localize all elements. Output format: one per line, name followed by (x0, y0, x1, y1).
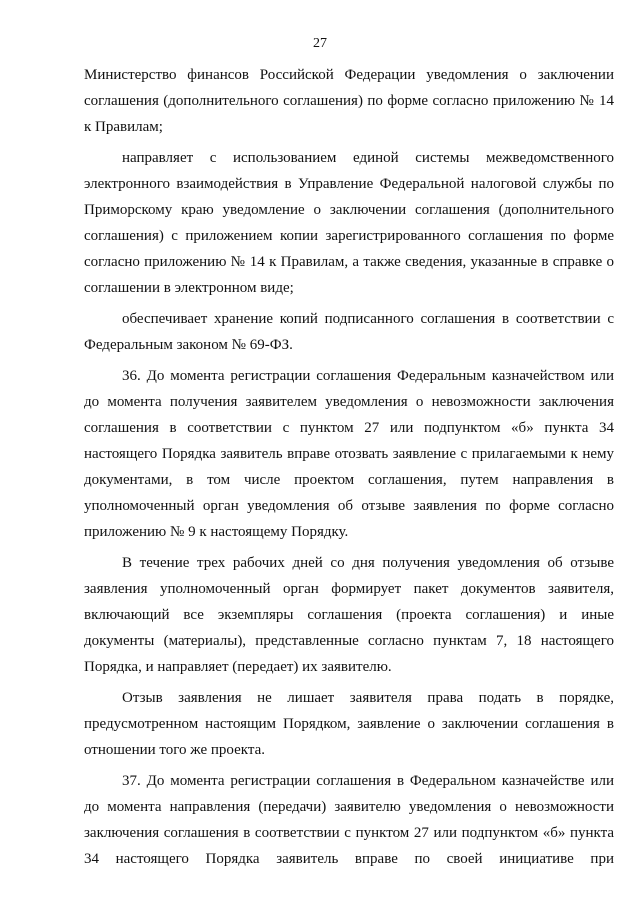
paragraph-item-36: 36. До момента регистрации соглашения Федеральным казначейством или до момента получения заявителем уведомления о невозможности заключения соглашения в соответствии с пунктом 27 или подпунктом «б» пункта 34 настоящего Порядка заявитель вправе отозвать заявление с прилагаемыми к нему документами, в том числе проектом соглашения, путем направления в уполномоченный орган уведомления об отзыве заявления по форме согласно приложению № 9 к настоящему Порядку. (84, 368, 614, 540)
paragraph-sends-notice: направляет с использованием единой системы межведомственного электронного взаимодействия в Управление Федеральной налоговой службы по Приморскому краю уведомление о заключении соглашения (дополнительного соглашения) с приложением копии зарегистрированного соглашения по форме согласно приложению № 14 к Правилам, а также сведения, указанные в справке о соглашении в электронном виде; (84, 150, 614, 296)
paragraph-ministry-notice: Министерство финансов Российской Федерации уведомления о заключении соглашения (дополнительного соглашения) по форме согласно приложению № 14 к Правилам; (84, 67, 614, 135)
document-body (84, 62, 614, 872)
paragraph-withdrawal: Отзыв заявления не лишает заявителя права подать в порядке, предусмотренном настоящим Порядком, заявление о заключении соглашения в отношении того же проекта. (84, 690, 614, 758)
page-number: 27 (313, 36, 327, 51)
paragraph-item-37: 37. До момента регистрации соглашения в Федеральном казначействе или до момента направления (передачи) заявителю уведомления о невозможности заключения соглашения в соответствии с пунктом 27 или подпунктом «б» пункта 34 настоящего Порядка заявитель вправе по своей инициативе при (84, 773, 614, 867)
paragraph-three-days: В течение трех рабочих дней со дня получения уведомления об отзыве заявления уполномоченный орган формирует пакет документов заявителя, включающий все экземпляры соглашения (проекта соглашения) и иные документы (материалы), представленные согласно пунктам 7, 18 настоящего Порядка, и направляет (передает) их заявителю. (84, 555, 614, 675)
paragraph-storage: обеспечивает хранение копий подписанного соглашения в соответствии с Федеральным законом № 69-ФЗ. (84, 311, 614, 353)
